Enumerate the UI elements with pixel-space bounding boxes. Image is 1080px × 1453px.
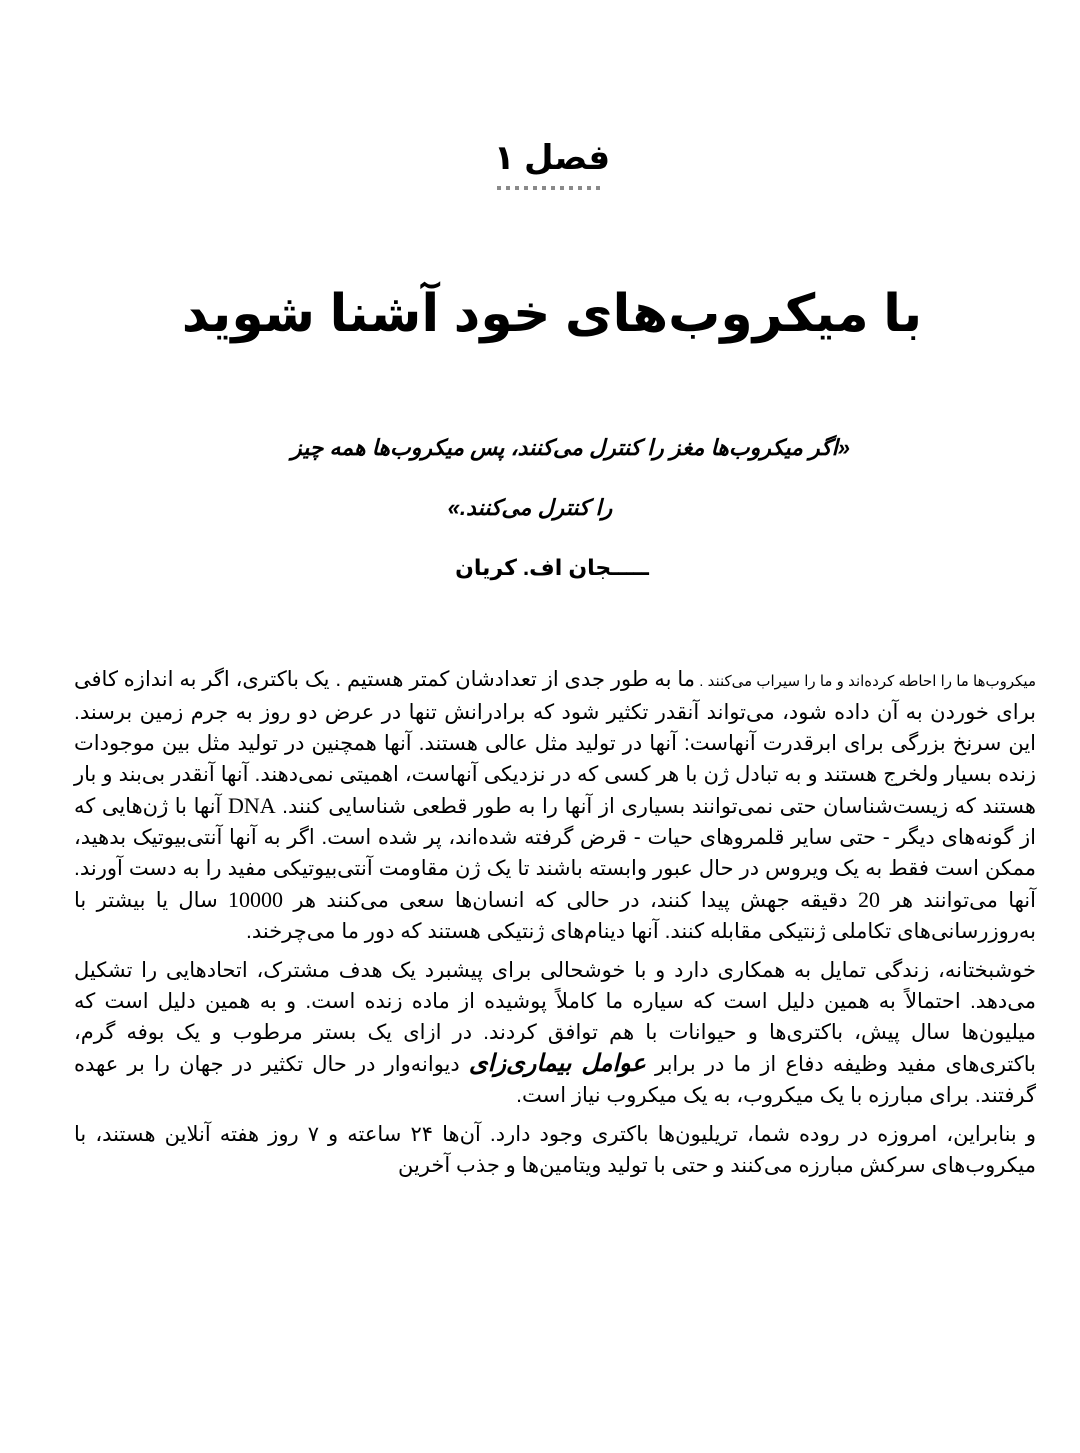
paragraph-1-text-b: آنها با ژن‌هایی که از گونه‌های دیگر - حتی سایر قلمروهای حیات - قرض گرفته شده‌اند، پر شده است. اگر به آنها آنتی‌بیوتیک بدهید، ممکن است فقط به یک ویروس در حال عبور وابسته باشند تا یک ژن مقاومت آنتی‌بیوتیکی مفید را به دست آورند. آنها می‌توانند هر	[74, 795, 1036, 912]
epigraph-line-2: را کنترل می‌کنند.»	[447, 495, 613, 520]
paragraph-3	[74, 1119, 1036, 1181]
dna-term: DNA	[227, 793, 276, 818]
paragraph-1-text-c: دقیقه جهش پیدا کنند، در حالی که انسان‌ها سعی می‌کنند هر	[283, 889, 858, 912]
body-text	[74, 664, 1036, 1189]
number-10000: 10000	[228, 887, 284, 912]
chapter-title	[0, 282, 1080, 346]
paragraph-3-text: و بنابراین، امروزه در روده شما، تریلیون‌ها باکتری وجود دارد. آن‌ها ۲۴ ساعته و ۷ روز هفته آنلاین هستند، با میکروب‌های سرکش مبارزه می‌کنند و حتی با تولید ویتامین‌ها و جذب آخرین	[74, 1123, 1036, 1177]
paragraph-2	[74, 955, 1036, 1111]
epigraph-author	[0, 550, 1080, 586]
paragraph-1-text-d: سال یا بیشتر با به‌روزرسانی‌های تکاملی ژنتیکی مقابله کنند. آنها دینام‌های ژنتیکی هستند که دور ما می‌چرخند.	[74, 889, 1036, 943]
number-20: 20	[858, 887, 880, 912]
chapter-title-text: با میکروب‌های خود آشنا شوید	[181, 285, 923, 343]
epigraph-quote	[210, 418, 850, 538]
chapter-number-text: فصل ۱	[493, 139, 611, 177]
pathogens-term: عوامل بیماری‌زای	[468, 1050, 646, 1077]
epigraph-line-1: «اگر میکروب‌ها مغز را کنترل می‌کنند، پس میکروب‌ها همه چیز	[290, 435, 850, 460]
paragraph-2-text-a: خوشبختانه، زندگی تمایل به همکاری دارد و با خوشحالی برای پیشبرد یک هدف مشترک، اتحادهایی را تشکیل می‌دهد. احتمالاً به همین دلیل است که سیاره ما کاملاً پوشیده از ماده زنده است. و به همین دلیل است که میلیون‌ها سال پیش، باکتری‌ها و حیوانات با هم توافق کردند. در ازای یک بستر مرطوب و یک بوفه گرم، باکتری‌های مفید وظیفه دفاع از ما در برابر	[74, 959, 1036, 1076]
paragraph-1-intro: میکروب‌ها ما را احاطه کرده‌اند و ما را سیراب می‌کنند .	[695, 673, 1036, 690]
chapter-dotted-underline	[497, 186, 603, 190]
paragraph-1	[74, 664, 1036, 947]
paragraph-2-text-b: دیوانه‌وار در حال تکثیر در جهان را بر عهده گرفتند. برای مبارزه با یک میکروب، به یک میکروب نیاز است.	[74, 1053, 1036, 1107]
paragraph-1-text-a: ما به طور جدی از تعدادشان کمتر هستیم . یک باکتری، اگر به اندازه کافی برای خوردن به آن داده شود، می‌تواند آنقدر تکثیر شود که برادرانش تنها در عرض دو روز به جرم زمین برسند. این سرنخ بزرگی برای ابرقدرت آنهاست: آنها در تولید مثل عالی هستند. آنها همچنین در تولید مثل بین موجودات زنده بسیار ولخرج هستند و به تبادل ژن با هر کسی که در نزدیکی آنهاست، اهمیتی نمی‌دهند. آنها آنقدر بی‌بند و بار هستند که زیست‌شناسان حتی نمی‌توانند بسیاری از آنها را به طور قطعی شناسایی کنند.	[74, 668, 1036, 818]
chapter-label	[0, 136, 1080, 180]
epigraph-author-text: ـــــجان اف. کریان	[455, 555, 649, 580]
